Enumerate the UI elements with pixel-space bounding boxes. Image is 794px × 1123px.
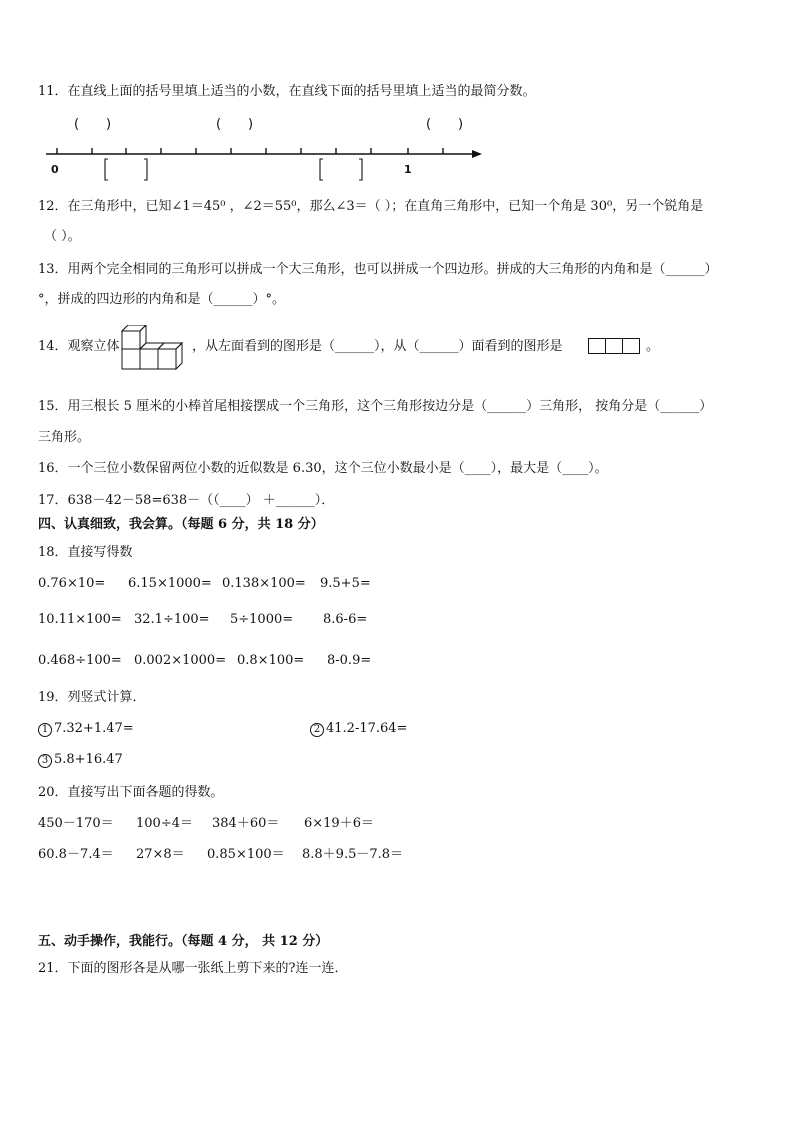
q18-r3c2: 0.002×1000= bbox=[134, 653, 227, 668]
upper-paren-right-2[interactable]: ) bbox=[248, 117, 254, 132]
view-box-3 bbox=[622, 338, 640, 354]
upper-paren-right-3[interactable]: ) bbox=[458, 117, 464, 132]
q20-r1c4: 6×19＋6＝ bbox=[304, 816, 374, 831]
circled-number-3: 3 bbox=[38, 754, 52, 768]
q19-item-1 bbox=[38, 721, 134, 737]
q11-text: 11．在直线上面的括号里填上适当的小数，在直线下面的括号里填上适当的最简分数。 bbox=[38, 84, 536, 99]
tick-marks bbox=[57, 148, 443, 154]
q20-r2c2: 27×8＝ bbox=[136, 847, 185, 862]
solid-figure-icon bbox=[120, 325, 190, 371]
circled-number-1: 1 bbox=[38, 723, 52, 737]
q18-r1c3: 0.138×100= bbox=[222, 576, 306, 591]
q20-r2c1: 60.8－7.4＝ bbox=[38, 847, 114, 862]
circled-number-2: 2 bbox=[310, 723, 324, 737]
q14-middle: ，从左面看到的图形是（______），从（______）面看到的图形是 bbox=[192, 339, 563, 354]
q15-line1: 15．用三根长 5 厘米的小棒首尾相接摆成一个三角形，这个三角形按边分是（______）三角形， 按角分是（______） bbox=[38, 399, 713, 414]
q18-title: 18．直接写得数 bbox=[38, 545, 133, 560]
q18-r1c1: 0.76×10= bbox=[38, 576, 106, 591]
q18-r3c3: 0.8×100= bbox=[237, 653, 305, 668]
q16-text: 16．一个三位小数保留两位小数的近似数是 6.30，这个三位小数最小是（____），最大是（____）。 bbox=[38, 461, 608, 476]
q14-view-boxes bbox=[589, 338, 640, 356]
q18-r1c2: 6.15×1000= bbox=[128, 576, 212, 591]
q14-suffix: 。 bbox=[646, 339, 660, 354]
upper-paren-right-1[interactable]: ) bbox=[106, 117, 112, 132]
upper-parens bbox=[74, 117, 463, 132]
q12-line2[interactable]: （ ）。 bbox=[44, 229, 81, 244]
q18-r2c2: 32.1÷100= bbox=[134, 612, 210, 627]
view-box-2 bbox=[605, 338, 623, 354]
upper-paren-left-1[interactable]: ( bbox=[74, 117, 80, 132]
q15-line2: 三角形。 bbox=[38, 430, 91, 445]
q20-r1c2: 100÷4＝ bbox=[136, 816, 193, 831]
q13-line2: °，拼成的四边形的内角和是（______）°。 bbox=[38, 292, 286, 307]
q13-line1: 13．用两个完全相同的三角形可以拼成一个大三角形，也可以拼成一个四边形。拼成的大三角形的内角和是（______） bbox=[38, 262, 718, 277]
q20-r2c4: 8.8＋9.5－7.8＝ bbox=[302, 847, 404, 862]
q19-item-2-expr: 41.2-17.64= bbox=[326, 721, 408, 736]
q18-r2c3: 5÷1000= bbox=[230, 612, 294, 627]
section5-title: 五、动手操作，我能行。（每题 4 分， 共 12 分） bbox=[38, 934, 329, 949]
q18-r3c4: 8-0.9= bbox=[327, 653, 372, 668]
upper-paren-left-3[interactable]: ( bbox=[426, 117, 432, 132]
q19-item-3-expr: 5.8+16.47 bbox=[54, 752, 123, 767]
axis-label-0: 0 bbox=[51, 163, 59, 176]
q12-line1: 12．在三角形中，已知∠1＝45⁰ ，∠2＝55⁰，那么∠3＝（ ）；在直角三角形中，已知一个角是 30⁰，另一个锐角是 bbox=[38, 199, 704, 214]
q20-r2c3: 0.85×100＝ bbox=[207, 847, 285, 862]
q18-r2c4: 8.6-6= bbox=[323, 612, 368, 627]
q19-title: 19．列竖式计算． bbox=[38, 690, 146, 705]
q19-item-2 bbox=[310, 721, 407, 737]
axis-arrow bbox=[472, 150, 482, 158]
q18-r2c1: 10.11×100= bbox=[38, 612, 122, 627]
axis-label-1: 1 bbox=[404, 163, 412, 176]
q17-text: 17．638－42－58=638－（（____） ＋______）． bbox=[38, 493, 335, 508]
section4-title: 四、认真细致，我会算。（每题 6 分，共 18 分） bbox=[38, 517, 324, 532]
q14-prefix: 14．观察立体 bbox=[38, 339, 120, 354]
lower-brackets[interactable] bbox=[105, 159, 362, 180]
q19-item-1-expr: 7.32+1.47= bbox=[54, 721, 134, 736]
q20-title: 20．直接写出下面各题的得数。 bbox=[38, 785, 224, 800]
q20-r1c3: 384＋60＝ bbox=[212, 816, 280, 831]
q18-r1c4: 9.5+5= bbox=[320, 576, 371, 591]
q21-text: 21．下面的图形各是从哪一张纸上剪下来的?连一连． bbox=[38, 961, 348, 976]
q18-r3c1: 0.468÷100= bbox=[38, 653, 122, 668]
view-box-1 bbox=[588, 338, 606, 354]
q19-item-3 bbox=[38, 752, 123, 768]
q20-r1c1: 450－170＝ bbox=[38, 816, 114, 831]
number-line bbox=[36, 110, 496, 186]
upper-paren-left-2[interactable]: ( bbox=[216, 117, 222, 132]
